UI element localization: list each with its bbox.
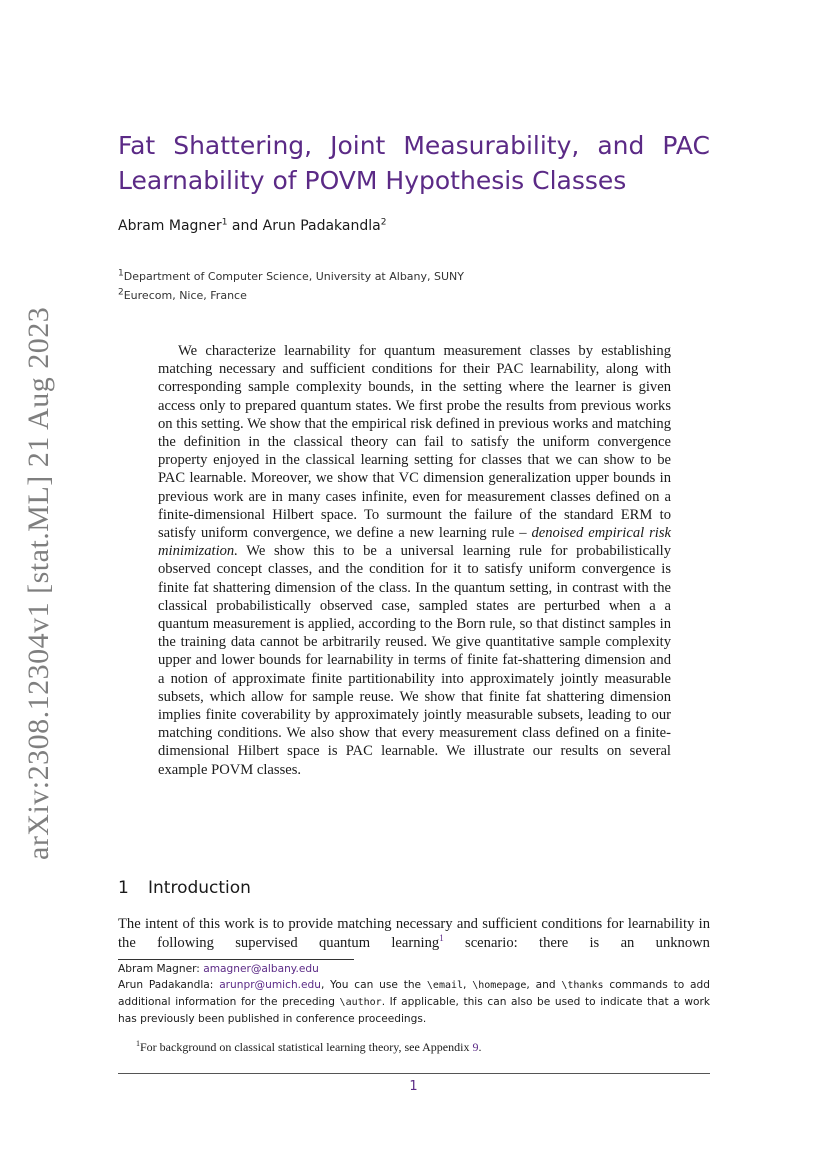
- title-word: Fat: [118, 131, 156, 160]
- title-line-2: Learnability of POVM Hypothesis Classes: [118, 166, 627, 195]
- page-footer-divider: [118, 1073, 710, 1074]
- intro-line: scenario: there is an unknown: [443, 935, 710, 951]
- author-note-text: ,: [463, 979, 473, 991]
- abstract: [158, 342, 671, 779]
- section-heading: [118, 878, 251, 898]
- affiliation-text: Eurecom, Nice, France: [123, 289, 247, 302]
- footnote-end: .: [478, 1040, 482, 1054]
- title-word: Joint: [330, 131, 386, 160]
- affiliation-mark: 2: [380, 217, 387, 228]
- author-note-text: commands to add additional information for the preceding: [118, 979, 710, 1008]
- author-note-name: Arun Padakandla:: [118, 979, 220, 991]
- abstract-text: We show this to be a universal learning rule for probabilistically observed concept classes, and the condition for it to satisfy uniform convergence is finite fat shattering dimension of the class. In the quantum setting, in contrast with the classical probabilistically observed case, sampled states are perturbed when a a quantum measurement is applied, according to the Born rule, so that distinct samples in the training data cannot be arbitrarily reused. We give quantitative sample complexity upper and lower bounds for learnability in terms of finite fat-shattering dimension and a notion of approximate finite partitionability into approximately jointly measurable subsets, which allow for sample reuse. We show that finite fat shattering dimension implies finite coverability by approximately jointly measurable subsets, leading to our matching conditions. We also show that every measurement class defined on a finite-dimensional Hilbert space is PAC learnable. We illustrate our results on several example POVM classes.: [158, 543, 671, 778]
- author-note-text: . If applicable, this can also be used to indicate that a work has previously been published in conference proceedings.: [118, 996, 710, 1025]
- intro-line: learnability in the following supervised quantum learning: [118, 916, 710, 951]
- author-note-text: , You can use the: [320, 979, 427, 991]
- paper-title: [118, 128, 710, 198]
- affiliation-1: [118, 270, 464, 283]
- affiliation-mark: 2: [118, 287, 124, 298]
- title-word: Measurability,: [403, 131, 580, 160]
- footnote: [136, 1040, 481, 1055]
- author-name: Arun Padakandla: [262, 218, 381, 234]
- footnote-text: For background on classical statistical learning theory, see Appendix: [140, 1040, 473, 1054]
- arxiv-identifier-stamp: arXiv:2308.12304v1 [stat.ML] 21 Aug 2023: [22, 306, 55, 860]
- author-joiner: and: [231, 218, 259, 234]
- latex-command: \email: [426, 980, 464, 991]
- title-word: and: [597, 131, 645, 160]
- affiliation-text: Department of Computer Science, University at Albany, SUNY: [123, 270, 465, 283]
- latex-command: \thanks: [561, 980, 604, 991]
- author-list: [118, 218, 386, 234]
- affiliation-2: [118, 289, 247, 302]
- abstract-emphasis: denoised empirical risk minimization.: [158, 525, 671, 560]
- author-note-text: , and: [526, 979, 562, 991]
- title-word: Shattering,: [173, 131, 313, 160]
- author-name: Abram Magner: [118, 218, 222, 234]
- intro-paragraph: [118, 915, 710, 953]
- latex-command: \author: [339, 997, 382, 1008]
- footnote-mark: 1: [136, 1039, 140, 1048]
- section-number: 1: [118, 878, 129, 898]
- email-link[interactable]: arunpr@umich.edu: [219, 979, 321, 991]
- author-note-2: [118, 977, 710, 1027]
- appendix-link[interactable]: 9: [472, 1040, 479, 1054]
- affiliation-mark: 1: [221, 217, 228, 228]
- title-line-1: [118, 128, 710, 163]
- abstract-text: We characterize learnability for quantum measurement classes by establishing matching necessary and sufficient conditions for their PAC learnability, along with corresponding sample complexity bounds, in the setting where the learner is given access only to prepared quantum states. We first probe the results from previous works on this setting. We show that the empirical risk defined in previous works and matching the definition in the classical theory can fail to satisfy the uniform convergence property enjoyed in the classical learning setting for classes that we can show to be PAC learnable. Moreover, we show that VC dimension generalization upper bounds in previous work are in many cases infinite, even for measurement classes defined on a finite-dimensional Hilbert space. To surmount the failure of the standard ERM to satisfy uniform convergence, we define a new learning rule –: [158, 343, 671, 542]
- footnote-divider: [118, 959, 354, 960]
- footnote-link[interactable]: 1: [439, 933, 444, 944]
- affiliation-mark: 1: [118, 268, 124, 279]
- email-link[interactable]: amagner@albany.edu: [203, 963, 319, 975]
- intro-line: The intent of this work is to provide matching necessary and sufficient conditions for: [118, 916, 624, 932]
- author-note-name: Abram Magner:: [118, 963, 204, 975]
- author-note-1: [118, 961, 710, 977]
- section-title: Introduction: [148, 878, 251, 898]
- title-word: PAC: [662, 131, 710, 160]
- page-number: 1: [409, 1079, 418, 1094]
- latex-command: \homepage: [472, 980, 527, 991]
